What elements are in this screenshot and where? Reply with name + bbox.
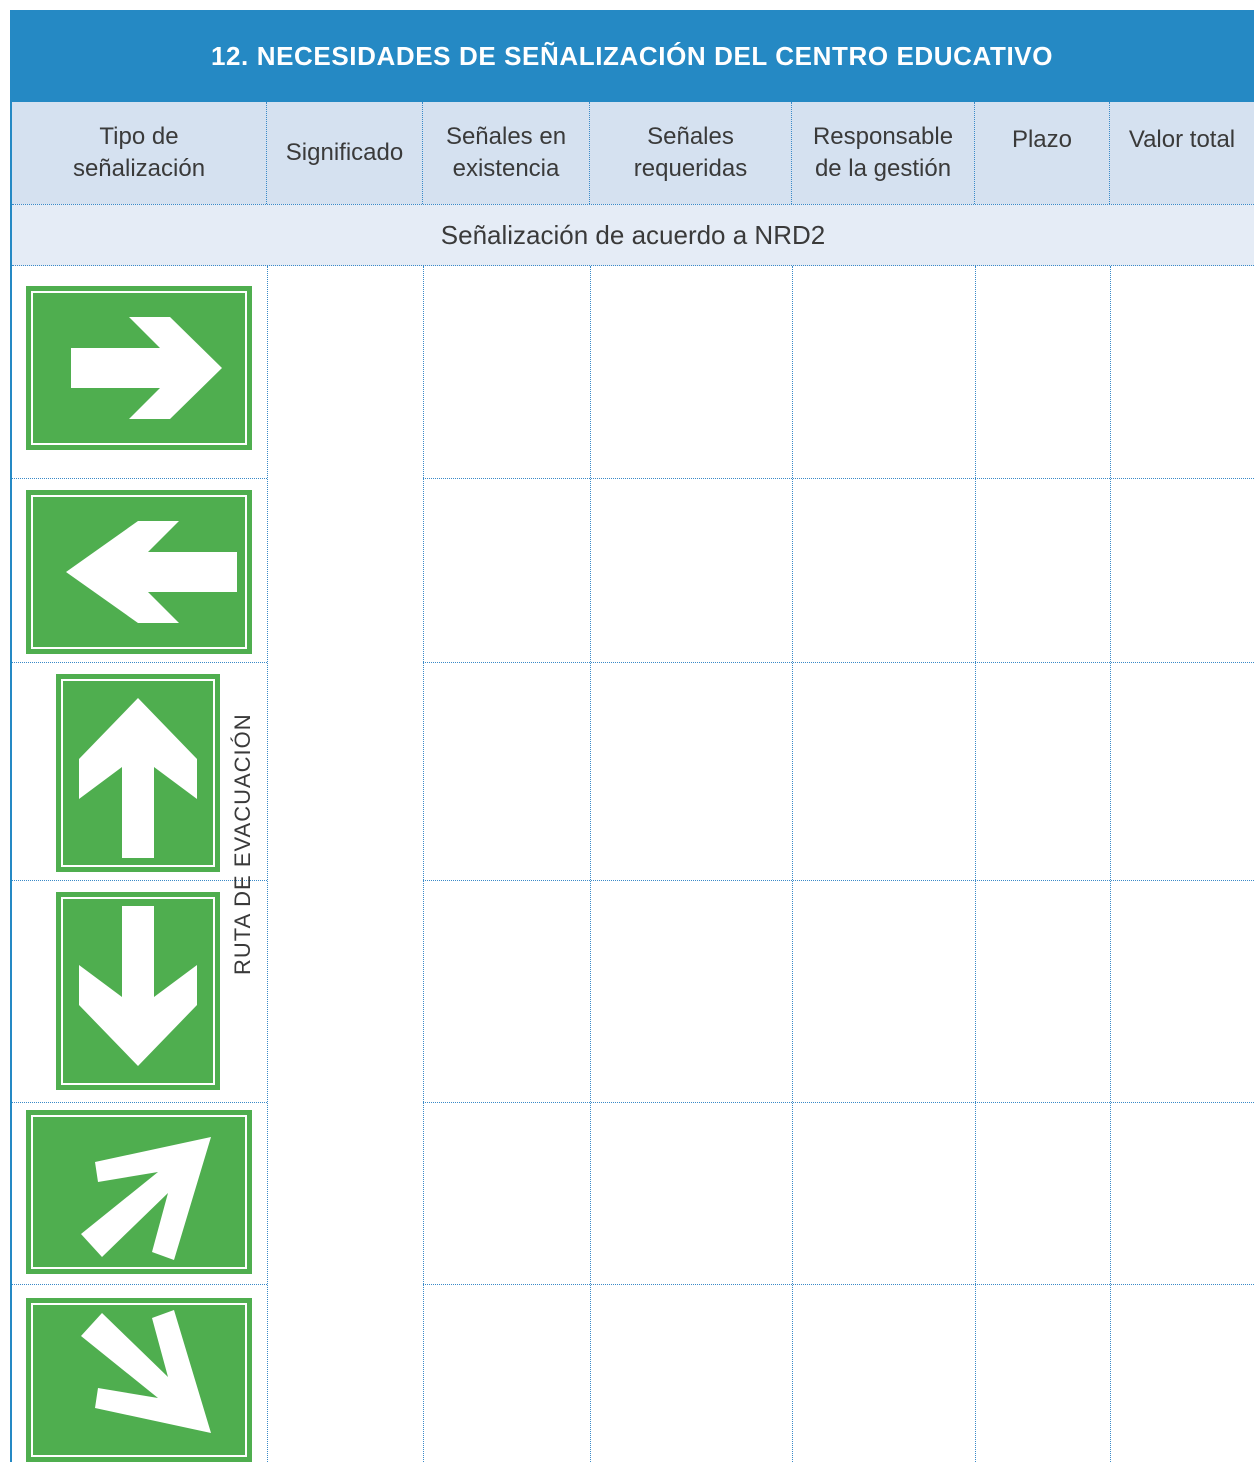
grid-line bbox=[590, 266, 591, 1462]
grid-line bbox=[12, 478, 267, 479]
column-header-plazo bbox=[975, 102, 1110, 204]
grid-line bbox=[12, 1284, 267, 1285]
section-band bbox=[12, 204, 1254, 266]
grid-line bbox=[423, 478, 1254, 479]
grid-line bbox=[423, 266, 424, 1462]
column-header-text: existencia bbox=[452, 155, 560, 182]
column-header-text: Señales bbox=[647, 123, 734, 150]
column-header-text: Significado bbox=[285, 139, 404, 166]
left-border bbox=[10, 102, 12, 1462]
grid-line bbox=[423, 662, 1254, 663]
page-title: 12. NECESIDADES DE SEÑALIZACIÓN DEL CENTRO EDUCATIVO bbox=[210, 40, 1054, 71]
column-header-text: requeridas bbox=[633, 155, 748, 182]
grid-line bbox=[975, 266, 976, 1462]
column-header-requeridas bbox=[590, 102, 792, 204]
section-label: Señalización de acuerdo a NRD2 bbox=[440, 219, 826, 250]
grid-line bbox=[1110, 266, 1111, 1462]
column-header-text: señalización bbox=[72, 155, 206, 182]
arrow-up-icon bbox=[56, 674, 220, 872]
grid-line bbox=[12, 880, 267, 881]
signage-table bbox=[10, 10, 1254, 1462]
column-header-text: Valor total bbox=[1128, 126, 1236, 153]
column-header-text: Señales en bbox=[445, 123, 567, 150]
grid-line bbox=[12, 662, 267, 663]
meaning-label: RUTA DE EVACUACIÓN bbox=[230, 713, 255, 975]
grid-line bbox=[423, 880, 1254, 881]
arrow-down-icon bbox=[56, 892, 220, 1090]
column-header-text: Plazo bbox=[1011, 126, 1073, 153]
arrow-left-icon bbox=[26, 490, 252, 654]
column-header-text: de la gestión bbox=[814, 155, 952, 182]
grid-line bbox=[12, 1102, 267, 1103]
column-header-valor bbox=[1110, 102, 1254, 204]
column-header-significado bbox=[267, 102, 423, 204]
grid-line bbox=[792, 266, 793, 1462]
grid-line bbox=[423, 1102, 1254, 1103]
column-header-tipo bbox=[12, 102, 267, 204]
arrow-up-right-icon bbox=[26, 1110, 252, 1274]
column-header-text: Responsable bbox=[812, 123, 954, 150]
title-bar bbox=[10, 10, 1254, 102]
column-header-responsable bbox=[792, 102, 975, 204]
arrow-right-icon bbox=[26, 286, 252, 450]
column-header-text: Tipo de bbox=[99, 123, 179, 150]
grid-line bbox=[423, 1284, 1254, 1285]
column-header-existencia bbox=[423, 102, 590, 204]
arrow-down-right-icon bbox=[26, 1298, 252, 1462]
